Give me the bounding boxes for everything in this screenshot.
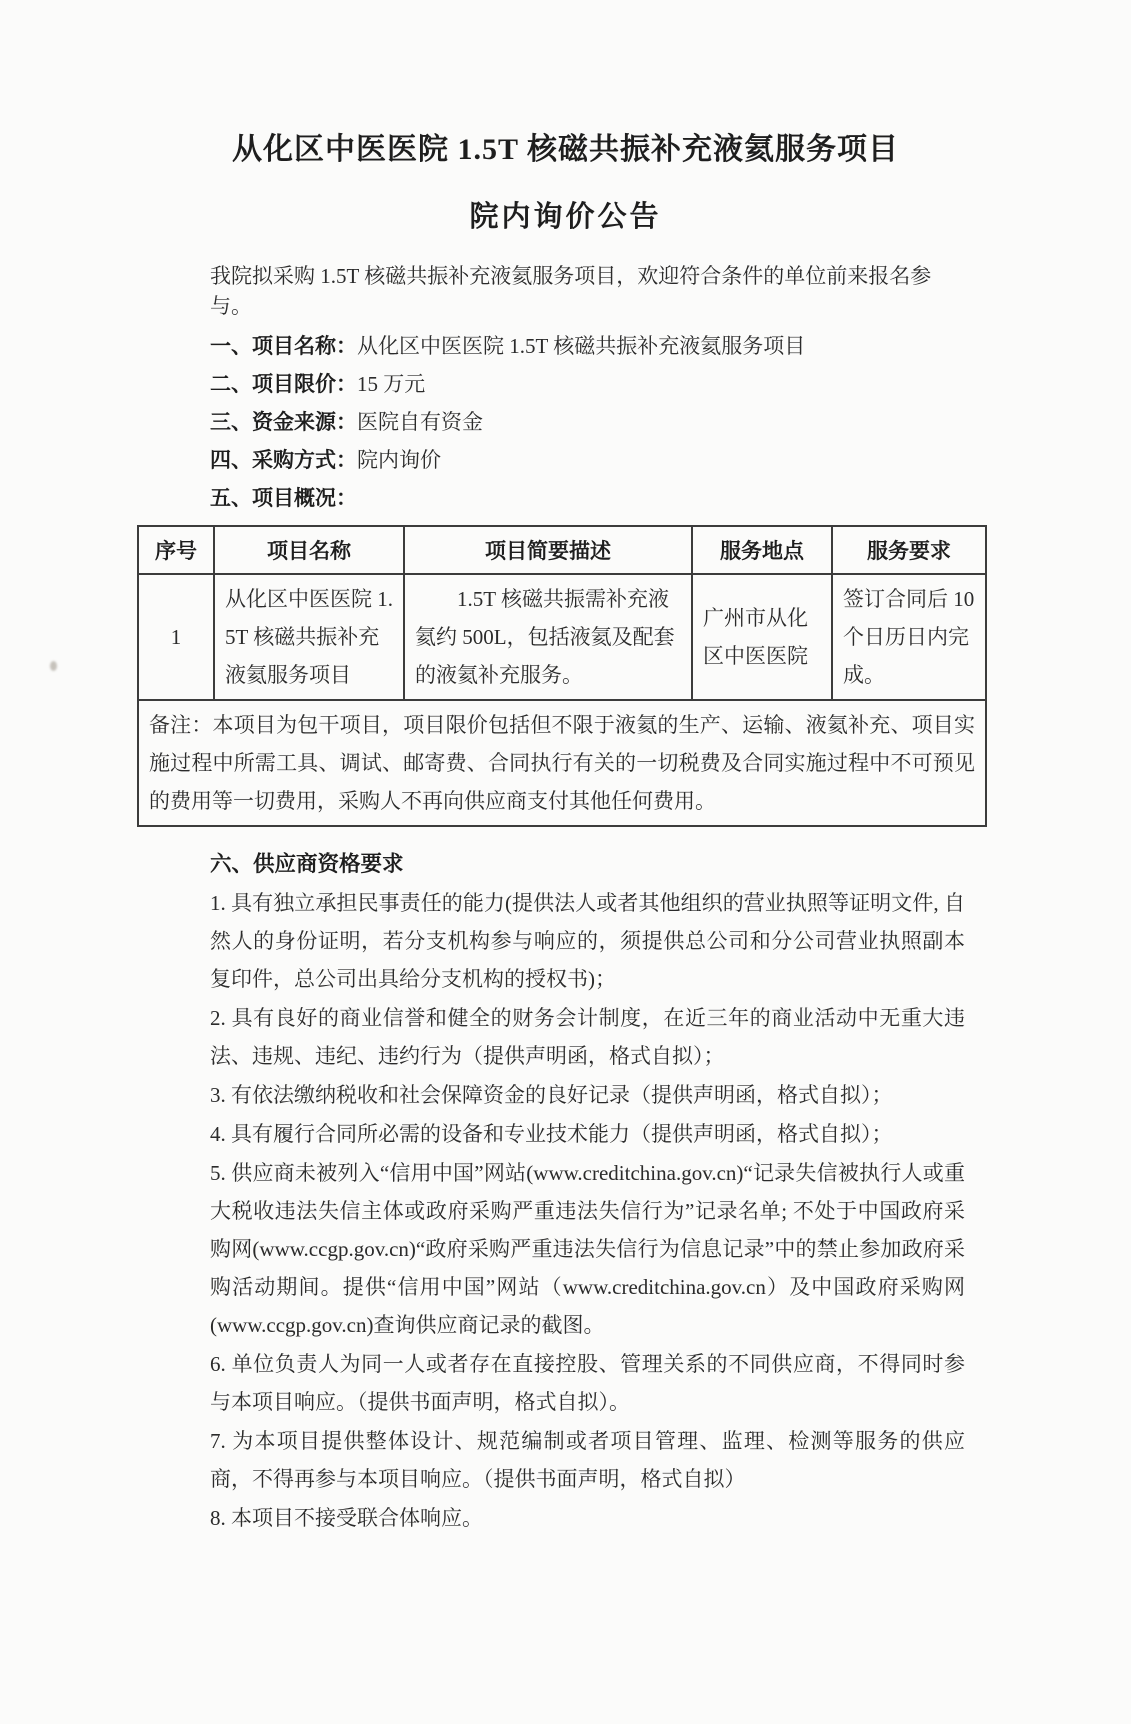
- requirement-item-1: 1. 具有独立承担民事责任的能力(提供法人或者其他组织的营业执照等证明文件, 自然人的身份证明，若分支机构参与响应的，须提供总公司和分公司营业执照副本复印件，总公司出具给分支机构的授权书)；: [210, 891, 965, 991]
- cell-seq: 1: [138, 574, 214, 700]
- info-label: 五、项目概况：: [210, 486, 357, 510]
- project-info-list: [210, 335, 965, 509]
- info-item-project-name: [210, 335, 965, 357]
- table-note-row: [138, 700, 986, 826]
- document-subtitle: 院内询价公告: [469, 201, 662, 233]
- scan-speck: [50, 661, 57, 671]
- info-label: 二、项目限价：: [210, 372, 357, 396]
- info-value: 院内询价: [357, 448, 441, 472]
- cell-service-requirement: 签订合同后 10 个日历日内完成。: [832, 574, 986, 700]
- info-label: 一、项目名称：: [210, 334, 357, 358]
- column-header-project-name: 项目名称: [214, 526, 404, 574]
- project-overview-table: [137, 525, 987, 827]
- document-page: [0, 124, 1131, 1724]
- requirement-item-5: 5. 供应商未被列入“信用中国”网站(www.creditchina.gov.cn)“记录失信被执行人或重大税收违法失信主体或政府采购严重违法失信行为”记录名单; 不处于中国政府采购网(www.ccgp.gov.cn)“政府采购严重违法失信行为信息记录”中的禁止参加政府采购活动期间。提供“信用中国”网站（www.creditchina.gov.cn）及中国政府采购网(www.ccgp.gov.cn)查询供应商记录的截图。: [210, 1161, 965, 1337]
- info-item-price-limit: [210, 373, 965, 395]
- cell-description-text: 1.5T 核磁共振需补充液氦约 500L，包括液氦及配套的液氦补充服务。: [415, 587, 675, 687]
- table-note: 备注：本项目为包干项目，项目限价包括但不限于液氦的生产、运输、液氦补充、项目实施过程中所需工具、调试、邮寄费、合同执行有关的一切税费及合同实施过程中不可预见的费用等一切费用，采购人不再向供应商支付其他任何费用。: [138, 700, 986, 826]
- info-label: 三、资金来源：: [210, 410, 357, 434]
- column-header-service-requirement: 服务要求: [832, 526, 986, 574]
- table-header-row: [138, 526, 986, 574]
- cell-project-name: 从化区中医医院 1.5T 核磁共振补充液氦服务项目: [214, 574, 404, 700]
- requirement-item-3: 3. 有依法缴纳税收和社会保障资金的良好记录（提供声明函，格式自拟）；: [210, 1083, 893, 1107]
- requirement-item-4: 4. 具有履行合同所必需的设备和专业技术能力（提供声明函，格式自拟）；: [210, 1122, 893, 1146]
- document-body: [137, 261, 985, 1537]
- requirement-item-8: 8. 本项目不接受联合体响应。: [210, 1506, 483, 1530]
- intro-paragraph: 我院拟采购 1.5T 核磁共振补充液氦服务项目，欢迎符合条件的单位前来报名参与。: [210, 264, 932, 318]
- requirements-list: [210, 884, 965, 1537]
- requirement-item-7: 7. 为本项目提供整体设计、规范编制或者项目管理、监理、检测等服务的供应商，不得再参与本项目响应。（提供书面声明，格式自拟）: [210, 1429, 965, 1491]
- cell-service-location: 广州市从化区中医医院: [692, 574, 832, 700]
- table-row: [138, 574, 986, 700]
- intro-block: [210, 261, 965, 509]
- info-item-project-overview: [210, 487, 965, 509]
- info-value: 15 万元: [357, 372, 426, 396]
- cell-description: [404, 574, 692, 700]
- info-value: 医院自有资金: [357, 410, 483, 434]
- info-item-funding-source: [210, 411, 965, 433]
- document-title: 从化区中医医院 1.5T 核磁共振补充液氦服务项目: [232, 133, 899, 166]
- section-heading-supplier-qualifications: 六、供应商资格要求: [210, 852, 404, 876]
- info-item-procurement-method: [210, 449, 965, 471]
- column-header-description: 项目简要描述: [404, 526, 692, 574]
- column-header-service-location: 服务地点: [692, 526, 832, 574]
- column-header-seq: 序号: [138, 526, 214, 574]
- requirement-item-2: 2. 具有良好的商业信誉和健全的财务会计制度，在近三年的商业活动中无重大违法、违规、违纪、违约行为（提供声明函，格式自拟）；: [210, 1006, 965, 1068]
- requirement-item-6: 6. 单位负责人为同一人或者存在直接控股、管理关系的不同供应商，不得同时参与本项目响应。（提供书面声明，格式自拟）。: [210, 1352, 965, 1414]
- info-value: 从化区中医医院 1.5T 核磁共振补充液氦服务项目: [357, 334, 806, 358]
- info-label: 四、采购方式：: [210, 448, 357, 472]
